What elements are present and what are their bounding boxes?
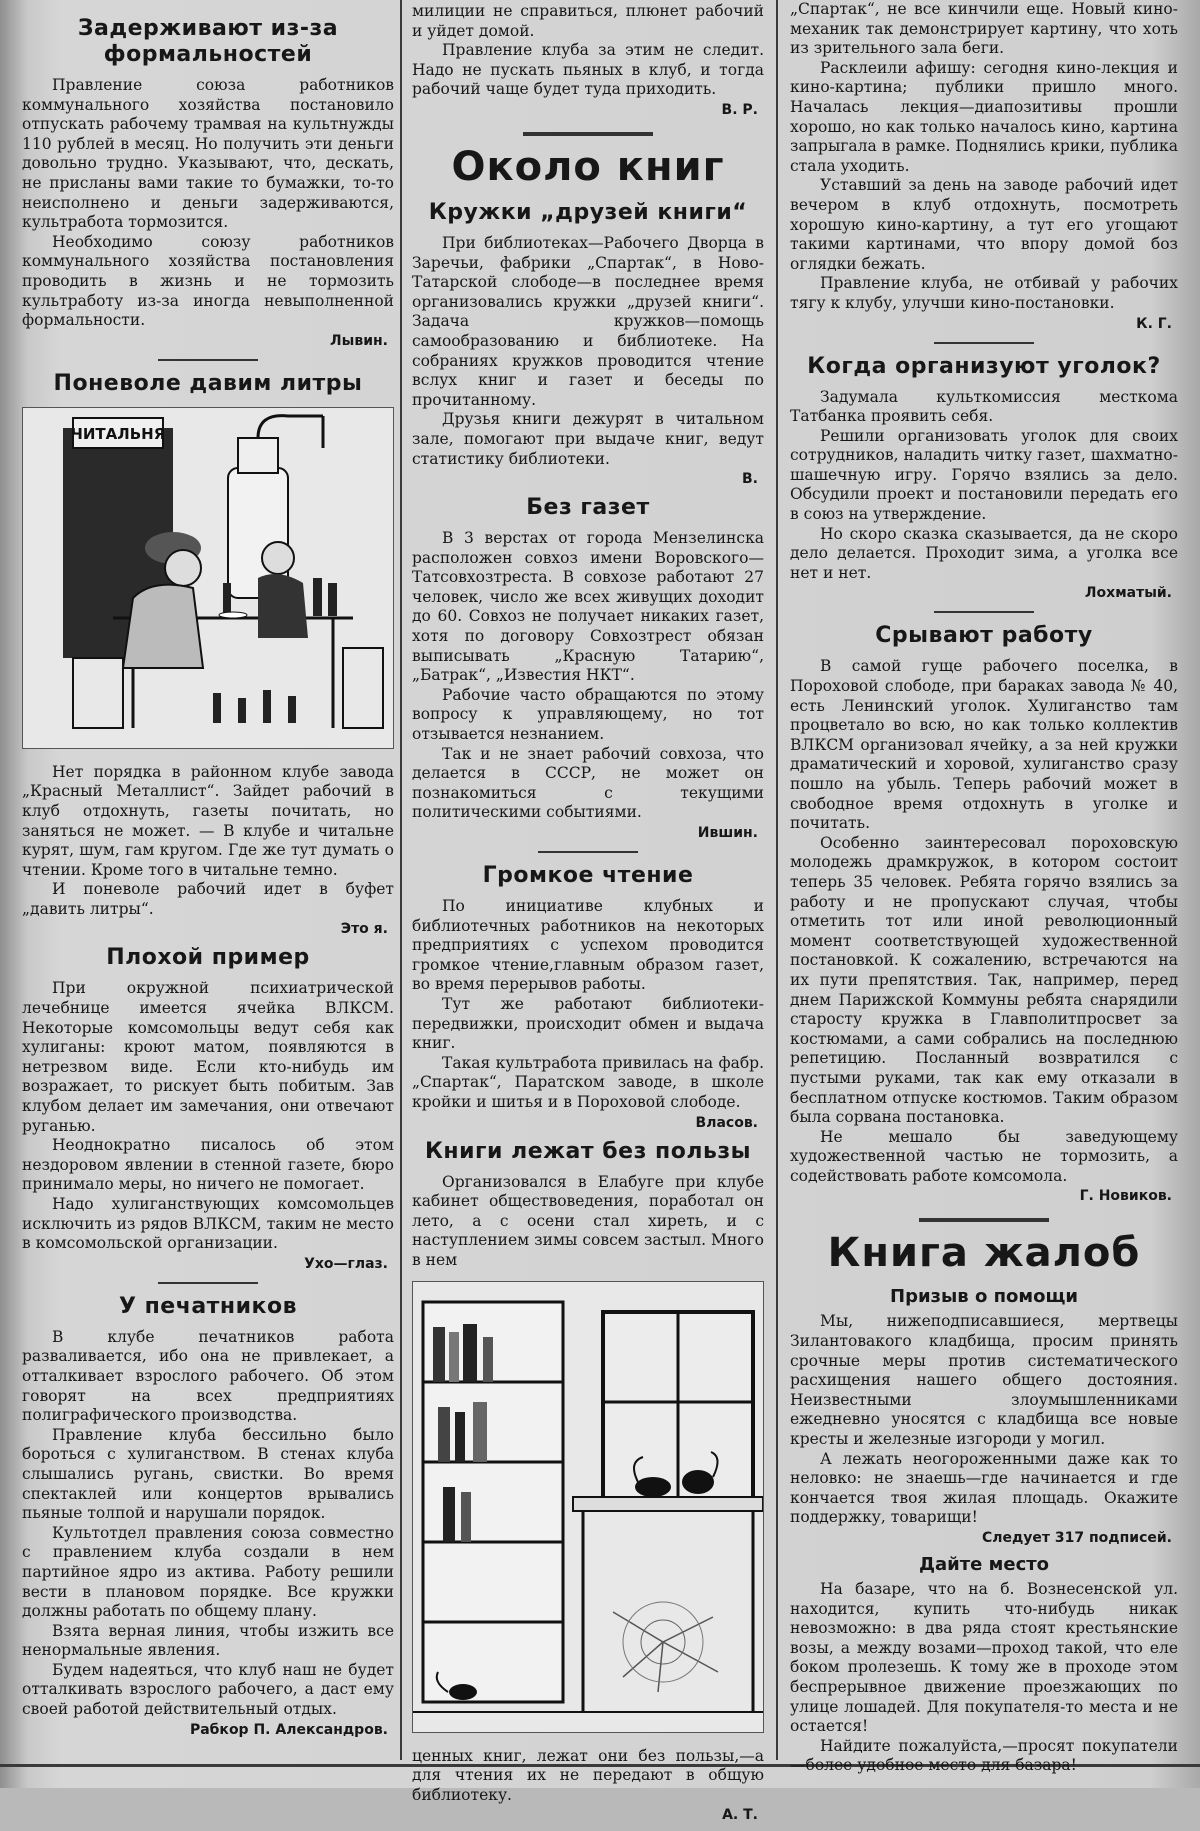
- article-paragraph: Решили организовать уголок для своих сотрудников, наладить читку газет, шахматно-шашечную игру. Горячо взялись за дело. Обсудили проект и постановили передать его в союз на утверждение.: [790, 426, 1178, 524]
- article-headline: Плохой пример: [106, 945, 310, 971]
- article-paragraph: Но скоро сказка сказывается, да не скоро дело делается. Проходит зима, а уголка все нет и нет.: [790, 524, 1178, 582]
- column-1: [22, 0, 394, 1746]
- article-headline: Дайте место: [918, 1554, 1050, 1575]
- article-signature: Лохматый.: [1084, 585, 1172, 602]
- article-paragraph: Друзья книги дежурят в читальном зале, помогают при выдаче книг, ведут статистику библиотеки.: [412, 410, 764, 468]
- article-paragraph: Не мешало бы заведующему художественной частью не тормозить, а содействовать работе комсомола.: [790, 1127, 1178, 1185]
- column-3: [790, 0, 1178, 1776]
- separator: [158, 1282, 258, 1284]
- article-headline: Задерживают из-за формальностей: [77, 16, 339, 67]
- article-paragraph: А лежать неогороженными даже как то неловко: не знаешь—где начинается и где кончается твоя жилая площадь. Окажите поддержку, товарищи!: [790, 1449, 1178, 1527]
- article-paragraph: Взята верная линия, чтобы изжить все ненормальные явления.: [22, 1621, 394, 1660]
- article-headline: У печатников: [118, 1293, 298, 1319]
- article-signature: Это я.: [340, 921, 388, 938]
- article-paragraph: Задумала культкомиссия месткома Татбанка проявить себя.: [790, 387, 1178, 426]
- article-headline: Срывают работу: [875, 623, 1093, 649]
- article-paragraph: Организовался в Елабуге при клубе кабинет обществоведения, поработал он лето, а с осени стал хиреть, и с наступлением зимы совсем застыл. Много в нем: [412, 1172, 764, 1269]
- article-paragraph: Надо хулиганствующих комсомольцев исключить из рядов ВЛКСМ, таким не место в комсомольской организации.: [22, 1195, 394, 1253]
- article-paragraph: милиции не справиться, плюнет рабочий и уйдет домой.: [412, 2, 764, 40]
- article-paragraph: Правление клуба бессильно было бороться с хулиганством. В стенах клуба слышались ругань, свистки. Во время спектаклей или концертов врывались пьяные толпой и нарушали порядок.: [22, 1425, 394, 1523]
- article-paragraph: В клубе печатников работа разваливается, ибо она не привлекает, а отталкивает взрослого рабочего. Об этом говорят на всех предприятиях полиграфического производства.: [22, 1327, 394, 1425]
- article-paragraph: В 3 верстах от города Мензелинска расположен совхоз имени Воровского—Татсовхозтреста. В совхозе работают 27 человек, число же всех живущих доходит до 60. Совхоз не получает никаких газет, хотя по договору Совхозтрест обязан выписывать „Красную Татарию“, „Батрак“, „Известия НКТ“.: [412, 529, 764, 685]
- article-paragraph: Необходимо союзу работников коммунального хозяйства постановления проводить в жизнь и не тормозить культработу из-за иногда невыполненной формальности.: [22, 232, 394, 330]
- article-signature: Следует 317 подписей.: [981, 1530, 1172, 1546]
- article-continuation: [790, 0, 1178, 332]
- bookshelf-cartoon: [412, 1281, 764, 1733]
- article-signature: Лывин.: [330, 332, 388, 349]
- article-paragraph: Правление союза работников коммунального хозяйства постановило отпускать рабочему трамвая на культнужды 110 рублей в месяц. Но получить эти деньги довольно трудно. Указывают, что, дескать, не присланы вами такие то бумажки, то-то неисполнено и деньги задерживаются, культработа тормозится.: [22, 76, 394, 232]
- article-paragraph: Будем надеяться, что клуб наш не будет отталкивать взрослого рабочего, а даст ему своей работой действительный отдых.: [22, 1660, 394, 1719]
- cartoon-drinking-in-club: [23, 408, 393, 748]
- column-2: [412, 0, 764, 1831]
- article-headline: Книги лежат без пользы: [424, 1138, 752, 1164]
- article: [790, 623, 1178, 1204]
- article-paragraph: „Спартак“, не все кинчили еще. Новый кино-механик так демонстрирует картину, что хоть из зрительного зала беги.: [790, 0, 1178, 58]
- article-paragraph: Тут же работают библиотеки-передвижки, происходит обмен и выдача книг.: [412, 994, 764, 1053]
- article-paragraph: Мы, нижеподписавшиеся, мертвецы Зилантовакого кладбища, просим принять срочные меры против систематического расхищения нашего общего достояния. Неизвестными злоумышленниками ежедневно уносятся с кладбища все новые кресты и железные изгороди у могил.: [790, 1312, 1178, 1449]
- article-signature: Ухо—глаз.: [304, 1255, 388, 1272]
- article-paragraph: Такая культработа привилась на фабр. „Спартак“, Паратском заводе, в школе кройки и шитья и в Пороховой слободе.: [412, 1053, 764, 1111]
- article: [790, 1286, 1178, 1546]
- article-signature: Рабкор П. Александров.: [189, 1721, 388, 1738]
- article: [22, 371, 394, 938]
- article-paragraph: Так и не знает рабочий совхоза, что делается в СССР, не может он познакомиться с текущими политическими событиями.: [412, 744, 764, 822]
- section-title: Книга жалоб: [827, 1230, 1141, 1277]
- article-signature: К. Г.: [1136, 315, 1172, 332]
- article-signature: Ившин.: [697, 825, 758, 841]
- article-headline: Без газет: [526, 495, 650, 521]
- article-paragraph: В самой гуще рабочего поселка, в Пороховой слободе, при бараках завода № 40, есть Ленинский уголок. Хулиганство там процветало во всю, но как только коллектив ВЛКСМ организовал ячейку, а за ней кружки драматический и хоровой, хулиганство сразу пошло на убыль. Теперь рабочий может в свободное время отдохнуть в уголке и почитать.: [790, 657, 1178, 833]
- article-paragraph: Рабочие часто обращаются по этому вопросу к управляющему, но тот отзывается незнанием.: [412, 685, 764, 744]
- article-paragraph: При библиотеках—Рабочего Дворца в Заречьи, фабрики „Спартак“, в Ново-Татарской слободе—в последнее время организовались кружки „друзей книги“. Задача кружков—помощь самообразованию и библиотеке. На собраниях кружков проводится чтение вслух книг и газет и беседы по прочитанному.: [412, 233, 764, 409]
- article: [790, 1554, 1178, 1776]
- article: [412, 863, 764, 1131]
- article-headline: Когда организуют уголок?: [807, 353, 1161, 379]
- article-paragraph: Правление клуба, не отбивай у рабочих тягу к клубу, улучши кино-постановки.: [790, 274, 1178, 312]
- article-signature: Г. Новиков.: [1079, 1188, 1172, 1205]
- article-paragraph: Неоднократно писалось об этом нездоровом явлении в стенной газете, бюро принимало меры, но ничего не помогает.: [22, 1136, 394, 1194]
- article-headline: Кружки „друзей книги“: [428, 199, 748, 225]
- article: [22, 1294, 394, 1738]
- separator: [919, 1218, 1049, 1222]
- article: [790, 354, 1178, 602]
- column-rule: [400, 0, 402, 1760]
- article-headline: Громкое чтение: [482, 863, 694, 888]
- article: [412, 495, 764, 841]
- separator: [523, 132, 653, 136]
- separator: [538, 851, 638, 853]
- article-paragraph: По инициативе клубных и библиотечных работников на некоторых предприятиях с успехом проводится громкое чтение,главным образом газет, во время перерывов работы.: [412, 897, 764, 994]
- article-paragraph: На базаре, что на б. Вознесенской ул. находится, купить что-нибудь никак невозможно: в два ряда стоят крестьянские возы, а между возами—проход такой, что еле боком пролезешь. К тому же в проходе этом беспрерывное движение проезжающих по улице лошадей. Для покупателя-то места и не остается!: [790, 1580, 1178, 1736]
- article: [22, 16, 394, 349]
- sign-text: ЧИТАЛЬНЯ: [70, 424, 166, 443]
- article-paragraph: Расклеили афишу: сегодня кино-лекция и кино-картина; публики пришло много. Началась лекция—диапозитивы прошли хорошо, но как только началось кино, картина запрыгала в рамке. Поднялись крики, публика стала уходить.: [790, 58, 1178, 175]
- article-signature: Власов.: [695, 1114, 758, 1131]
- article-paragraph: Нет порядка в районном клубе завода „Красный Металлист“. Зайдет рабочий в клуб отдохнуть, газеты почитать, но заняться не может. — В клубе и читальне курят, шум, гам кругом. Где же тут думать о чтении. Кроме того в читальне темно.: [22, 762, 394, 879]
- article-paragraph: ценных книг, лежат они без пользы,—а для чтения их не передают в общую библиотеку.: [412, 1746, 764, 1804]
- article-continuation: [412, 2, 764, 118]
- separator: [158, 359, 258, 361]
- article-headline: Поневоле давим литры: [53, 370, 363, 396]
- article-headline: Призыв о помощи: [890, 1286, 1078, 1308]
- article-paragraph: Найдите пожалуйста,—просят покупатели—более удобное место для базара!: [790, 1736, 1178, 1775]
- separator: [934, 342, 1034, 344]
- article: [412, 200, 764, 487]
- column-rule: [776, 0, 778, 1760]
- article: [22, 945, 394, 1271]
- article: [412, 1139, 764, 1824]
- reading-room-cartoon: [22, 407, 394, 749]
- article-paragraph: Особенно заинтересовал пороховскую молодежь драмкружок, в котором состоит теперь 35 человек. Ребята горячо взялись за работу и не пропускают случая, чтобы отметить тот или иной революционный момент соответствующей художественной постановкой. К сожалению, встречаются на их пути препятствия. Так, например, перед днем Парижской Коммуны ребята снарядили старосту кружка в Главполитпросвет за костюмами, а сами собрались на последнюю репетицию. Посланный возвратился с пустыми руками, так как ему отказали в бесплатном отпуске костюмов. Таким образом была сорвана постановка.: [790, 833, 1178, 1127]
- article-signature: В. Р.: [721, 101, 758, 118]
- article-paragraph: И поневоле рабочий идет в буфет „давить литры“.: [22, 880, 394, 918]
- section-title: Около книг: [451, 143, 725, 190]
- article-paragraph: Правление клуба за этим не следит. Надо не пускать пьяных в клуб, и тогда рабочий чаще будет туда приходить.: [412, 41, 764, 99]
- article-paragraph: Уставший за день на заводе рабочий идет вечером в клуб отдохнуть, посмотреть хорошую кино-картину, а тут его угощают такими картинами, что впору домой боз оглядки бежать.: [790, 176, 1178, 273]
- article-paragraph: Культотдел правления союза совместно с правлением клуба создали в нем партийное ядро из актива. Работу решили вести в плановом порядке. Все кружки должны работать по общему плану.: [22, 1523, 394, 1621]
- cartoon-abandoned-library: [413, 1282, 764, 1732]
- article-paragraph: При окружной психиатрической лечебнице имеется ячейка ВЛКСМ. Некоторые комсомольцы ведут себя как хулиганы: кроют матом, появляются в нетрезвом виде. Если кто-нибудь им возражает, то рискует быть побитым. Зав клубом делает им замечания, они отвечают руганью.: [22, 979, 394, 1135]
- article-signature: В.: [742, 471, 758, 488]
- separator: [934, 611, 1034, 613]
- article-signature: А. Т.: [722, 1807, 758, 1824]
